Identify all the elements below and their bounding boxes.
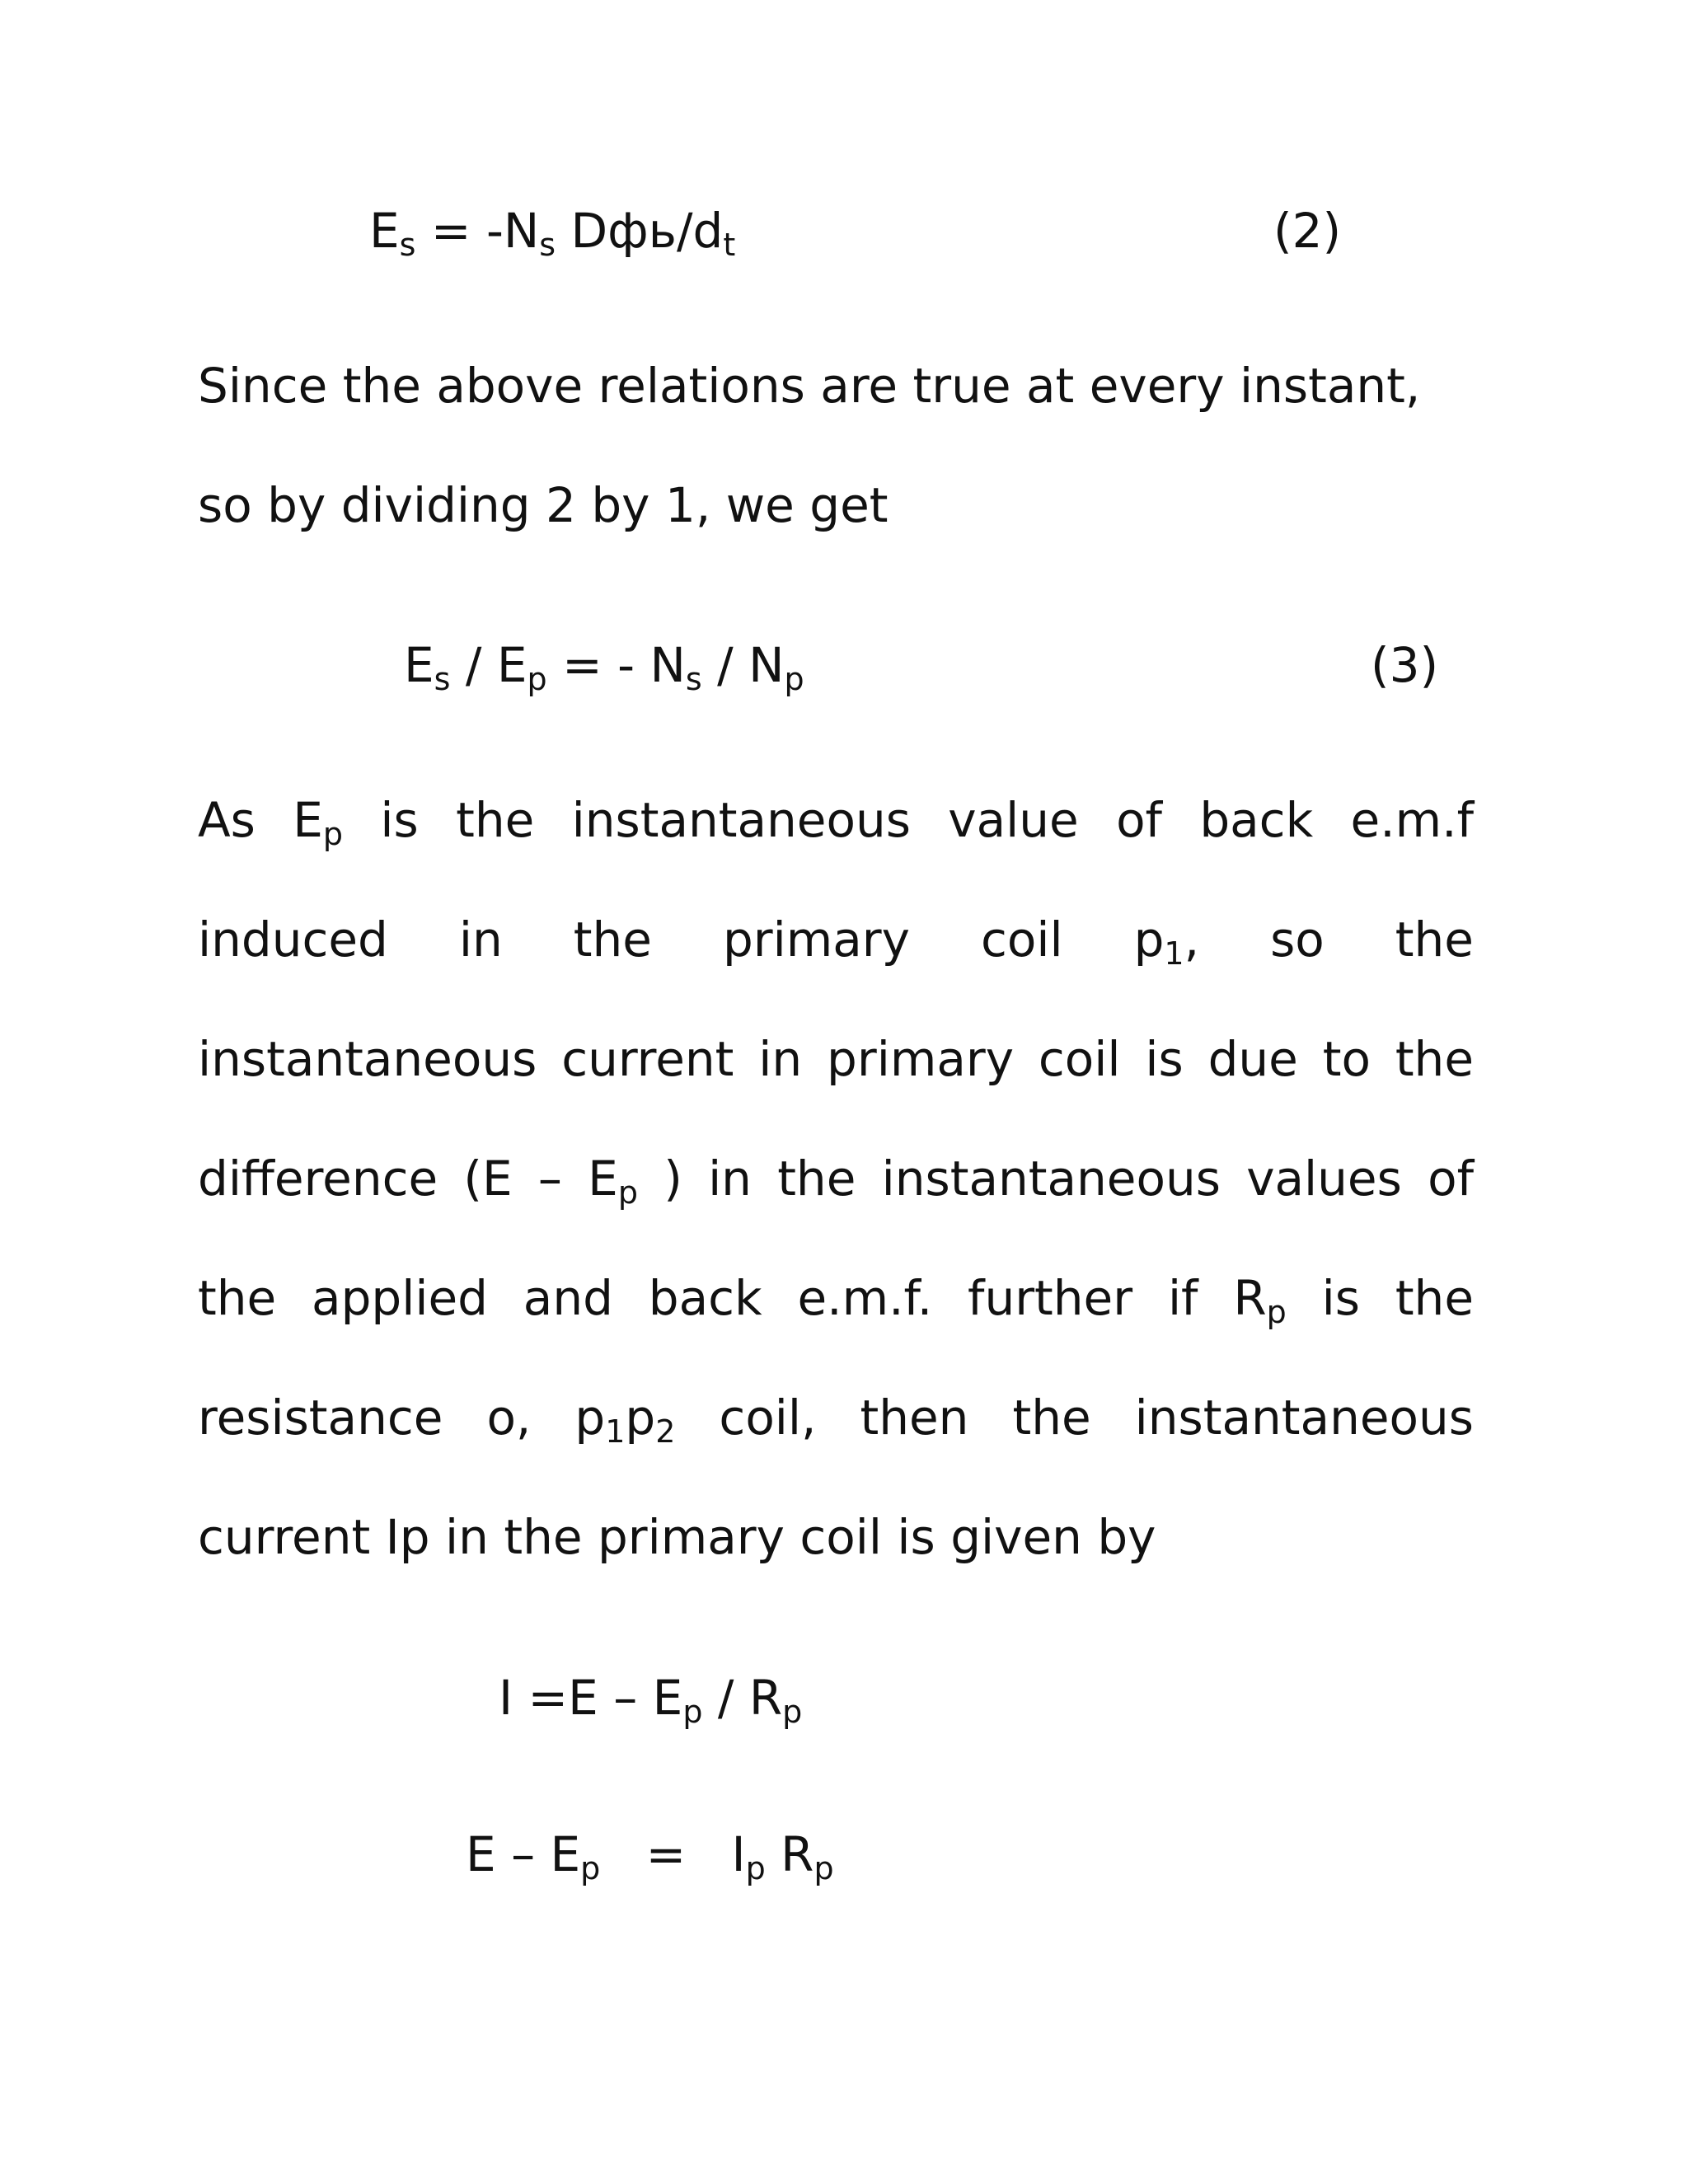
eq5-subscript: p	[814, 1850, 834, 1886]
equation-4	[499, 1669, 803, 1730]
eq5-subscript: p	[745, 1850, 766, 1886]
eq5-subscript: p	[580, 1850, 601, 1886]
text-line	[198, 1389, 1474, 1450]
line-subscript: p	[1266, 1294, 1287, 1330]
line-text: is the instantaneous value of back e.m.f	[343, 792, 1474, 848]
text-line: current Ip in the primary coil is given by	[198, 1509, 1156, 1565]
eq3-subscript: s	[685, 661, 702, 697]
line-text: As E	[198, 792, 323, 848]
line-subscript: 2	[655, 1413, 676, 1450]
eq3-subscript: s	[434, 661, 451, 697]
eq3-text: / E	[450, 637, 528, 693]
text-line	[198, 1269, 1474, 1330]
eq3-subscript: p	[527, 661, 547, 697]
line-subscript: p	[617, 1174, 638, 1211]
eq3-text: E	[404, 637, 434, 693]
eq4-subscript: p	[782, 1694, 803, 1730]
eq2-text: = -N	[415, 203, 540, 259]
text-line	[198, 1150, 1474, 1211]
equation-3-number: (3)	[1371, 637, 1439, 693]
eq2-text: E	[369, 203, 400, 259]
eq4-subscript: p	[682, 1694, 703, 1730]
line-text: difference (E – E	[198, 1151, 618, 1207]
text-line: so by dividing 2 by 1, we get	[198, 477, 889, 533]
eq5-text: E – E	[466, 1826, 581, 1882]
eq5-text: = I	[600, 1826, 746, 1882]
eq3-text: = - N	[546, 637, 686, 693]
eq4-text: I =E – E	[499, 1670, 683, 1726]
line-text: induced in the primary coil p	[198, 912, 1165, 968]
line-text: is the	[1286, 1270, 1474, 1326]
equation-5	[466, 1825, 834, 1886]
equation-3	[404, 636, 804, 697]
eq4-text: / R	[702, 1670, 783, 1726]
eq2-subscript: s	[399, 227, 416, 263]
line-text: p	[625, 1390, 656, 1446]
text-line: instantaneous current in primary coil is due to the	[198, 1031, 1474, 1087]
text-line	[198, 911, 1474, 972]
line-subscript: 1	[605, 1413, 626, 1450]
eq3-text: / N	[701, 637, 785, 693]
eq2-subscript: s	[539, 227, 556, 263]
line-text: , so the	[1184, 912, 1474, 968]
line-text: coil, then the instantaneous	[675, 1390, 1474, 1446]
line-subscript: 1	[1164, 935, 1184, 972]
line-text: resistance o, p	[198, 1390, 606, 1446]
line-text: ) in the instantaneous values of	[637, 1151, 1474, 1207]
eq5-text: R	[765, 1826, 814, 1882]
equation-2-number: (2)	[1273, 203, 1342, 259]
eq3-subscript: p	[784, 661, 804, 697]
line-text: the applied and back e.m.f. further if R	[198, 1270, 1267, 1326]
text-line	[198, 791, 1474, 852]
eq2-subscript: t	[723, 227, 736, 263]
equation-2	[369, 202, 736, 263]
text-line: Since the above relations are true at every instant,	[198, 358, 1421, 414]
line-subscript: p	[322, 816, 344, 852]
eq2-text: Dфь/d	[556, 203, 724, 259]
